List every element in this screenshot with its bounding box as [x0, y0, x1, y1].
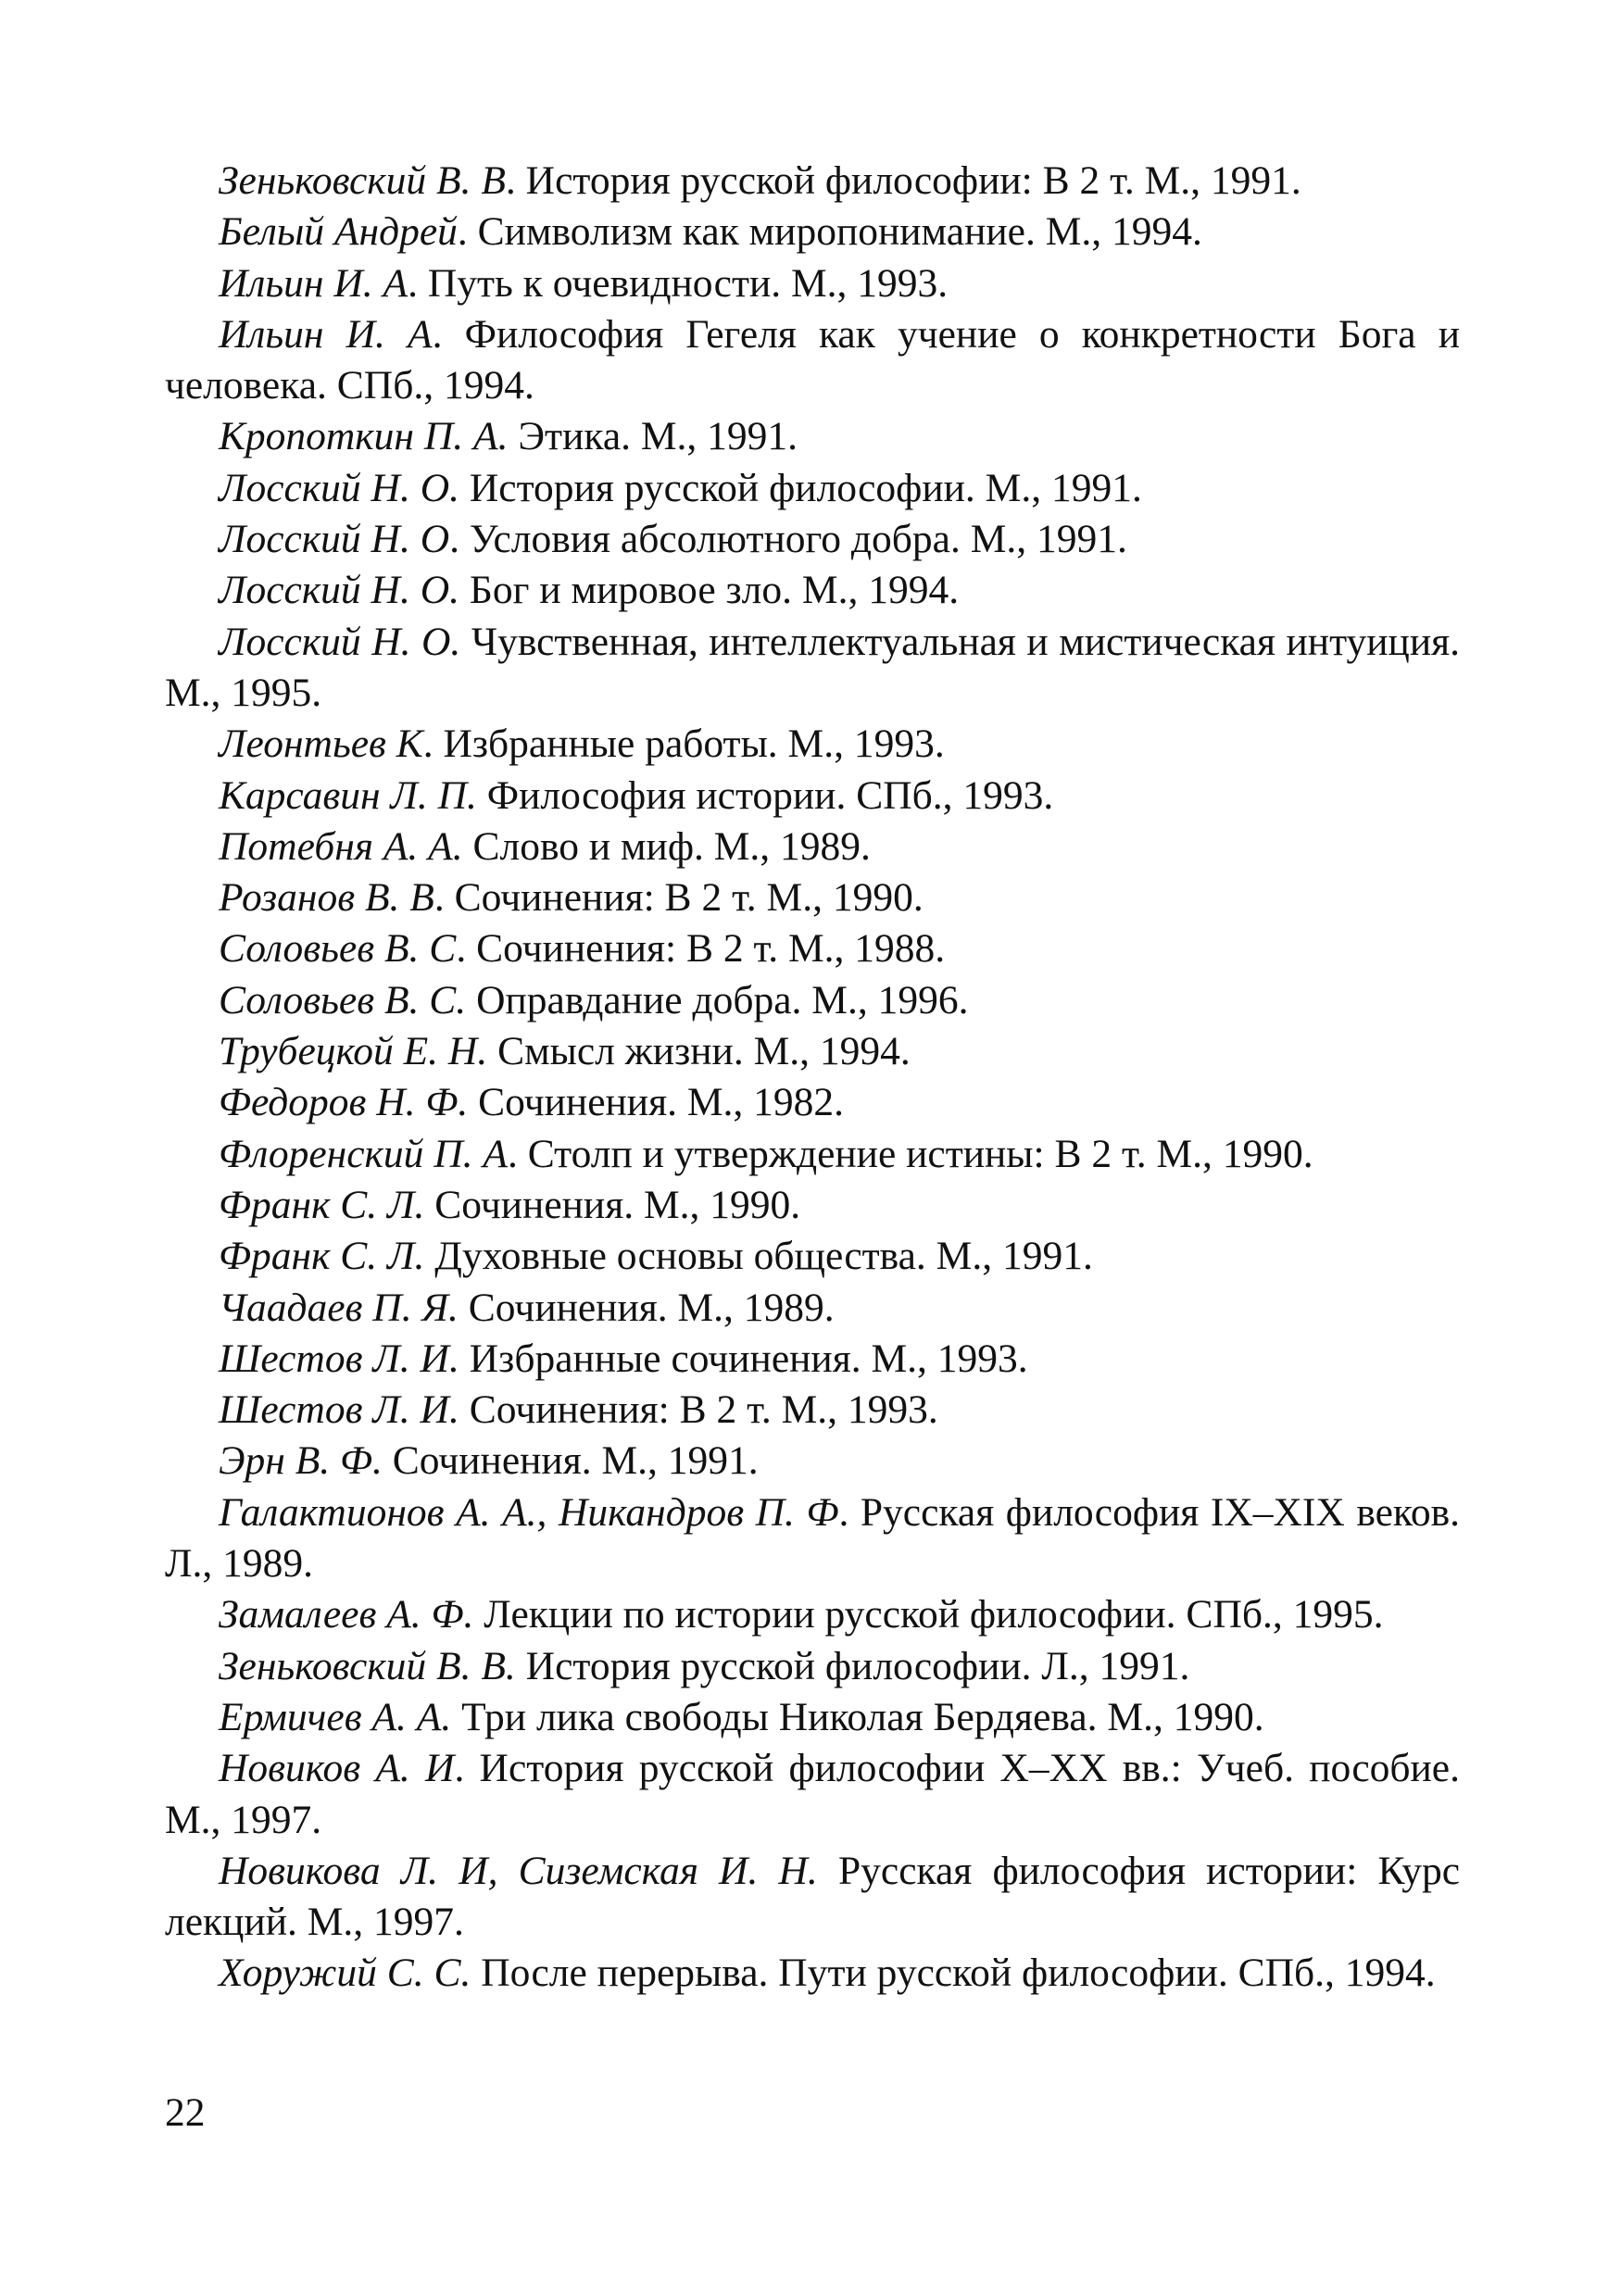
reference-text: Сочинения. М., 1991.: [382, 1438, 759, 1484]
reference-author: Федоров Н. Ф.: [219, 1080, 469, 1125]
reference-author: Флоренский П. А: [219, 1131, 508, 1176]
reference-author: Зеньковский В. В.: [219, 1643, 516, 1688]
reference-author: Франк С. Л.: [219, 1182, 425, 1227]
reference-text: . История русской философии: В 2 т. М., 1991.: [505, 158, 1301, 203]
reference-list: [165, 156, 1460, 2000]
reference-entry: [165, 514, 1460, 565]
reference-text: . Сочинения: В 2 т. М., 1988.: [456, 926, 946, 972]
reference-author: Карсавин Л. П.: [219, 772, 477, 818]
reference-entry: [165, 463, 1460, 514]
reference-text: Сочинения: В 2 т. М., 1993.: [459, 1387, 938, 1433]
reference-entry: [165, 975, 1460, 1026]
reference-text: Сочинения. М., 1989.: [458, 1285, 835, 1330]
reference-author: Лосский Н. О.: [219, 465, 460, 510]
reference-author: Ильин И. А: [219, 260, 408, 306]
reference-text: . Русская философия IX–XIX веков. Л., 1989.: [165, 1489, 1461, 1587]
reference-author: Эрн В. Ф.: [219, 1438, 383, 1484]
reference-text: История русской философии. Л., 1991.: [515, 1643, 1190, 1688]
reference-author: Галактионов А. А., Никандров П. Ф: [219, 1489, 839, 1535]
reference-text: Сочинения. М., 1990.: [424, 1182, 801, 1227]
reference-text: Духовные основы общества. М., 1991.: [424, 1234, 1093, 1279]
reference-entry: [165, 1948, 1460, 1999]
reference-entry: [165, 207, 1460, 257]
reference-text: . Сочинения: В 2 т. М., 1990.: [434, 875, 924, 921]
reference-entry: [165, 1231, 1460, 1282]
reference-author: Зеньковский В. В: [219, 158, 506, 203]
reference-text: Избранные сочинения. М., 1993.: [459, 1336, 1028, 1381]
reference-entry: [165, 1487, 1460, 1590]
reference-entry: [165, 923, 1460, 974]
reference-author: Лосский Н. О.: [219, 619, 461, 664]
reference-text: Русская философия истории: Курс лекций. М., 1997.: [165, 1848, 1460, 1945]
reference-text: . Символизм как миропонимание. М., 1994.: [457, 209, 1202, 255]
reference-entry: [165, 822, 1460, 872]
reference-entry: [165, 1846, 1460, 1949]
reference-author: Соловьев В. С.: [219, 977, 467, 1023]
reference-author: Ильин И. А: [219, 311, 433, 357]
reference-text: После перерыва. Пути русской философии. СПб., 1994.: [471, 1951, 1436, 1996]
reference-author: Новиков А. И: [219, 1746, 455, 1791]
reference-text: Слово и миф. М., 1989.: [462, 823, 871, 869]
reference-text: Чувственная, интеллектуальная и мистическая интуиция. М., 1995.: [165, 619, 1460, 715]
reference-text: . Столп и утверждение истины: В 2 т. М., 1990.: [507, 1131, 1313, 1176]
reference-entry: [165, 1026, 1460, 1077]
reference-text: Бог и мировое зло. М., 1994.: [459, 568, 960, 613]
reference-text: . Избранные работы. М., 1993.: [422, 721, 945, 767]
reference-entry: [165, 872, 1460, 923]
reference-entry: [165, 1743, 1460, 1846]
reference-entry: [165, 258, 1460, 309]
page-number: 22: [165, 2090, 206, 2135]
reference-author: Ермичев А. А.: [219, 1694, 452, 1739]
reference-author: Замалеев А. Ф.: [219, 1592, 474, 1637]
reference-author: Белый Андрей: [219, 209, 458, 255]
reference-author: Леонтьев К: [219, 721, 423, 767]
reference-text: . Условия абсолютного добра. М., 1991.: [449, 517, 1127, 562]
reference-entry: [165, 1385, 1460, 1436]
reference-entry: [165, 1077, 1460, 1128]
reference-author: Новикова Л. И, Сиземская И. Н.: [219, 1848, 818, 1893]
reference-text: Лекции по истории русской философии. СПб., 1995.: [473, 1592, 1384, 1637]
reference-author: Хоружий С. С.: [219, 1951, 471, 1996]
reference-entry: [165, 565, 1460, 616]
reference-author: Кропоткин П. А.: [219, 414, 509, 459]
reference-entry: [165, 719, 1460, 770]
reference-entry: [165, 1334, 1460, 1385]
reference-text: Оправдание добра. М., 1996.: [466, 977, 969, 1023]
reference-entry: [165, 411, 1460, 462]
reference-entry: [165, 1641, 1460, 1692]
reference-author: Лосский Н. О: [219, 517, 450, 562]
reference-entry: [165, 1129, 1460, 1180]
reference-author: Трубецкой Е. Н.: [219, 1029, 488, 1074]
reference-author: Чаадаев П. Я.: [219, 1285, 459, 1330]
reference-author: Розанов В. В: [219, 875, 434, 921]
reference-entry: [165, 309, 1460, 412]
reference-author: Соловьев В. С: [219, 926, 457, 972]
reference-text: . Философия Гегеля как учение о конкретности Бога и человека. СПб., 1994.: [165, 311, 1460, 408]
reference-text: Сочинения. М., 1982.: [468, 1080, 845, 1125]
reference-text: . Путь к очевидности. М., 1993.: [408, 260, 949, 306]
reference-author: Шестов Л. И.: [219, 1387, 459, 1433]
reference-text: Философия истории. СПб., 1993.: [476, 772, 1054, 818]
reference-text: Смысл жизни. М., 1994.: [487, 1029, 911, 1074]
reference-author: Лосский Н. О.: [219, 568, 460, 613]
reference-entry: [165, 1436, 1460, 1487]
reference-author: Франк С. Л.: [219, 1234, 425, 1279]
reference-entry: [165, 1180, 1460, 1231]
reference-entry: [165, 1283, 1460, 1334]
reference-entry: [165, 156, 1460, 207]
reference-author: Шестов Л. И.: [219, 1336, 459, 1381]
reference-author: Потебня А. А.: [219, 823, 463, 869]
reference-entry: [165, 617, 1460, 720]
reference-text: История русской философии. М., 1991.: [459, 465, 1142, 510]
reference-text: Три лика свободы Николая Бердяева. М., 1990.: [451, 1694, 1264, 1739]
reference-text: . История русской философии X–XX вв.: Учеб. пособие. М., 1997.: [165, 1746, 1460, 1842]
reference-entry: [165, 1589, 1460, 1640]
reference-entry: [165, 1692, 1460, 1743]
reference-entry: [165, 771, 1460, 822]
reference-text: Этика. М., 1991.: [508, 414, 798, 459]
